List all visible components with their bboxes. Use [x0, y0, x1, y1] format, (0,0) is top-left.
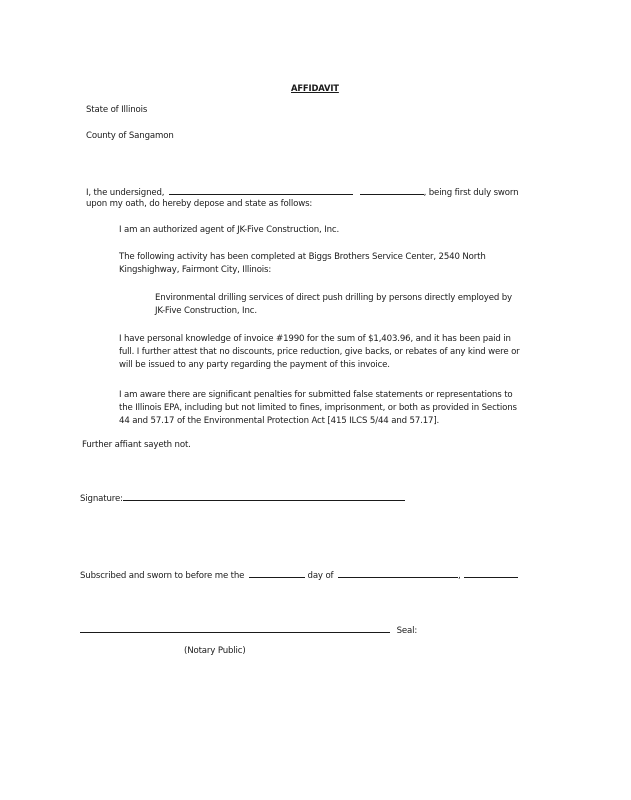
state-line: State of Illinois — [86, 105, 148, 115]
intro-prefix: I, the undersigned, — [86, 188, 165, 198]
intro-line-2: upon my oath, do hereby depose and state as follows: — [86, 199, 313, 209]
day-field[interactable] — [249, 568, 305, 578]
services-line-1: Environmental drilling services of direct push drilling by persons directly employed by — [155, 293, 512, 303]
day-of-label: day of — [307, 571, 334, 581]
subscribed-prefix: Subscribed and sworn to before me the — [80, 571, 245, 581]
closing-statement: Further affiant sayeth not. — [82, 440, 191, 450]
activity-statement-line-1: The following activity has been completed at Biggs Brothers Service Center, 2540 North — [119, 252, 486, 262]
agent-statement: I am an authorized agent of JK-Five Construction, Inc. — [119, 225, 340, 235]
notary-row — [80, 623, 417, 637]
date-comma: , — [458, 571, 461, 581]
penalty-line-3: 44 and 57.17 of the Environmental Protection Act [415 ILCS 5/44 and 57.17]. — [119, 416, 440, 426]
seal-label: Seal: — [396, 626, 418, 636]
affiant-name-field[interactable] — [169, 185, 353, 195]
signature-field[interactable] — [123, 491, 405, 501]
knowledge-line-1: I have personal knowledge of invoice #1990 for the sum of $1,403.96, and it has been paid in — [119, 334, 511, 344]
county-line: County of Sangamon — [86, 131, 174, 141]
signature-label: Signature: — [80, 494, 123, 504]
services-line-2: JK-Five Construction, Inc. — [155, 306, 257, 316]
penalty-line-2: the Illinois EPA, including but not limited to fines, imprisonment, or both as provided in Sections — [119, 403, 517, 413]
penalty-line-1: I am aware there are significant penalties for submitted false statements or representations to — [119, 390, 513, 400]
month-field[interactable] — [338, 568, 458, 578]
year-field[interactable] — [464, 568, 518, 578]
notary-caption: (Notary Public) — [184, 646, 246, 656]
activity-statement-line-2: Kingshighway, Fairmont City, Illinois: — [119, 265, 272, 275]
subscribed-row — [80, 568, 518, 582]
intro-line-1 — [86, 185, 518, 199]
affiant-title-field[interactable] — [360, 185, 424, 195]
document-title: AFFIDAVIT — [291, 83, 339, 93]
notary-signature-field[interactable] — [80, 623, 390, 633]
knowledge-line-2: full. I further attest that no discounts, price reduction, give backs, or rebates of any kind were or — [119, 347, 520, 357]
knowledge-line-3: will be issued to any party regarding the payment of this invoice. — [119, 360, 390, 370]
intro-line1-suffix: , being first duly sworn — [423, 188, 519, 198]
signature-row — [80, 491, 405, 505]
